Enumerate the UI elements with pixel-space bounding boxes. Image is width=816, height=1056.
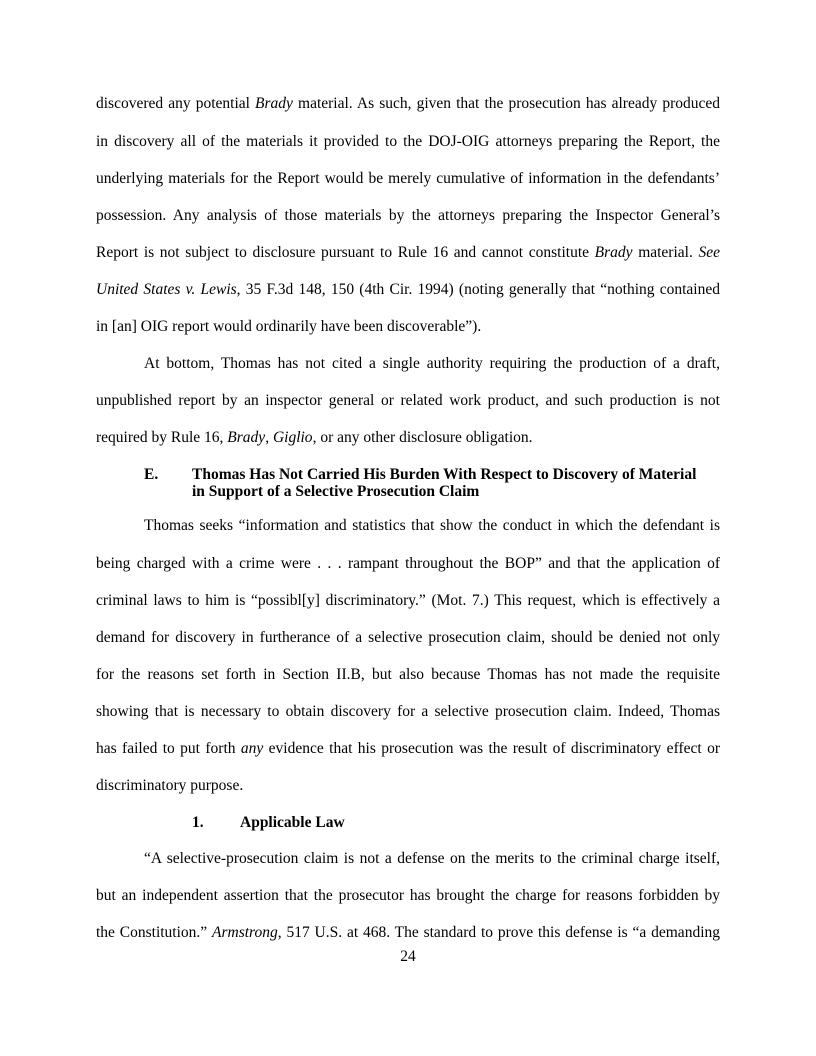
- case-name: Armstrong: [212, 924, 278, 941]
- paragraph-line: for the reasons set forth in Section II.B, but also because Thomas has not made the requisite: [96, 666, 720, 683]
- paragraph-line: [96, 95, 720, 113]
- text-run: ,: [265, 429, 273, 446]
- case-name: Giglio: [272, 429, 313, 446]
- text-run: evidence that his prosecution was the result of discriminatory effect or: [263, 740, 720, 757]
- paragraph-line: possession. Any analysis of those materials by the attorneys preparing the Inspector General’s: [96, 207, 720, 224]
- paragraph-line: being charged with a crime were . . . rampant throughout the BOP” and that the application of: [96, 555, 720, 572]
- section-label: E.: [144, 466, 159, 483]
- text-run: , or any other disclosure obligation.: [312, 429, 533, 446]
- text-run: , 35 F.3d 148, 150 (4th Cir. 1994) (noting generally that “nothing contained: [236, 281, 720, 298]
- text-run: Report is not subject to disclosure pursuant to Rule 16 and cannot constitute: [96, 244, 595, 261]
- paragraph-line: unpublished report by an inspector general or related work product, and such production is not: [96, 392, 720, 409]
- paragraph-line: but an independent assertion that the prosecutor has brought the charge for reasons forbidden by: [96, 887, 720, 904]
- paragraph-line: in [an] OIG report would ordinarily have been discoverable”).: [96, 318, 482, 335]
- paragraph-line: [96, 281, 720, 299]
- paragraph-line: Thomas seeks “information and statistics that show the conduct in which the defendant is: [144, 517, 720, 534]
- text-run: discovered any potential: [96, 95, 256, 112]
- paragraph-line: [96, 244, 720, 262]
- paragraph-line: [96, 740, 720, 758]
- paragraph-line: in discovery all of the materials it provided to the DOJ-OIG attorneys preparing the Report, the: [96, 133, 720, 150]
- section-title-line: Thomas Has Not Carried His Burden With Respect to Discovery of Material: [192, 466, 697, 483]
- section-title-line: in Support of a Selective Prosecution Claim: [192, 483, 480, 500]
- paragraph-line: At bottom, Thomas has not cited a single authority requiring the production of a draft,: [144, 355, 720, 372]
- paragraph-line: “A selective-prosecution claim is not a defense on the merits to the criminal charge itself,: [144, 850, 720, 867]
- paragraph-line: discriminatory purpose.: [96, 777, 244, 794]
- text-run: , 517 U.S. at 468. The standard to prove this defense is “a demanding: [277, 924, 720, 941]
- signal-word: See: [698, 244, 720, 261]
- paragraph-line: [96, 924, 720, 942]
- paragraph-line: [96, 429, 720, 447]
- text-run: material. As such, given that the prosecution has already produced: [292, 95, 720, 112]
- text-run: required by Rule 16,: [96, 429, 228, 446]
- subsection-title: Applicable Law: [240, 814, 345, 831]
- case-name: United States v. Lewis: [96, 281, 237, 298]
- text-run: has failed to put forth: [96, 740, 241, 757]
- subsection-label: 1.: [192, 814, 204, 831]
- paragraph-line: underlying materials for the Report would be merely cumulative of information in the defendants’: [96, 170, 720, 187]
- text-run: the Constitution.”: [96, 924, 213, 941]
- case-name: Brady: [594, 244, 633, 261]
- case-name: Brady: [227, 429, 266, 446]
- emphasis: any: [240, 740, 264, 757]
- case-name: Brady: [255, 95, 293, 112]
- page-number: 24: [400, 948, 416, 965]
- paragraph-line: demand for discovery in furtherance of a selective prosecution claim, should be denied not only: [96, 629, 720, 646]
- paragraph-line: showing that is necessary to obtain discovery for a selective prosecution claim. Indeed, Thomas: [96, 703, 720, 720]
- text-run: material.: [632, 244, 699, 261]
- paragraph-line: criminal laws to him is “possibl[y] discriminatory.” (Mot. 7.) This request, which is effectively a: [96, 592, 720, 609]
